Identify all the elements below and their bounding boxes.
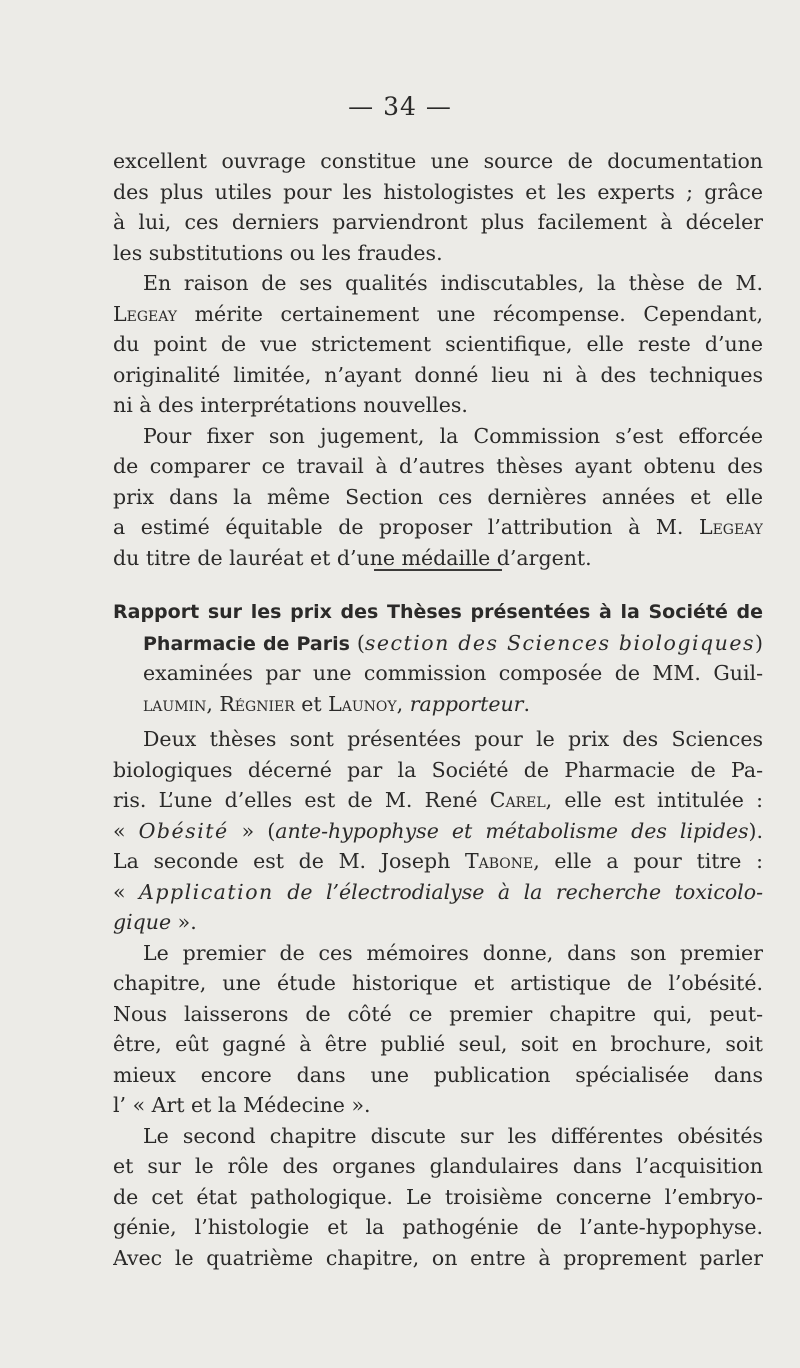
paragraph-2 (113, 268, 763, 421)
text-line (113, 907, 763, 938)
author-name: Legeay (698, 515, 763, 539)
text-fragment: mérite certainement une récompense. Cependant, (177, 301, 763, 326)
text-fragment: , (396, 691, 410, 716)
text-line: ni à des interprétations nouvelles. (113, 393, 468, 417)
author-name: Carel (489, 788, 546, 812)
text-fragment: ) (755, 630, 763, 655)
text-line: Avec le quatrième chapitre, on entre à proprement parler (113, 1245, 763, 1270)
section-divider (374, 569, 502, 571)
text-fragment: » ( (228, 818, 276, 843)
text-line: du point de vue strictement scientifique, elle reste d’une (113, 332, 763, 356)
text-line: mieux encore dans une publication spécialisée dans (113, 1062, 763, 1087)
text-fragment: « (113, 879, 140, 904)
thesis-title-rest: de l’électrodialyse à la recherche toxicolo- (273, 879, 763, 904)
text-fragment: « (113, 818, 139, 843)
text-fragment: a estimé équitable de proposer l’attribution à M. (113, 515, 699, 539)
text-line (113, 846, 763, 877)
text-fragment: et (294, 691, 329, 716)
text-fragment: ris. L’une d’elles est de M. René (113, 788, 490, 812)
text-fragment: ( (349, 630, 365, 655)
text-line: Nous laisserons de côté ce premier chapitre qui, peut- (113, 1001, 763, 1026)
text-line: chapitre, une étude historique et artistique de l’obésité. (113, 971, 763, 995)
text-line: originalité limitée, n’ayant donné lieu ni à des techniques (113, 362, 763, 387)
text-line: de cet état pathologique. Le troisième concerne l’embryo- (113, 1184, 763, 1209)
text-line: Deux thèses sont présentées pour le prix des Sciences (143, 727, 763, 751)
section-name: section des Sciences biologiques (364, 630, 756, 655)
heading-line: examinées par une commission composée de MM. Guil- (143, 661, 763, 685)
text-line: génie, l’histologie et la pathogénie de l’ante-hypophyse. (113, 1215, 763, 1239)
text-line: du titre de lauréat et d’une médaille d’argent. (113, 545, 592, 570)
text-line: Pour fixer son jugement, la Commission s’est efforcée (143, 423, 763, 448)
report-body (113, 724, 763, 1273)
thesis-title-end: gique (113, 910, 172, 934)
paragraph-4 (113, 724, 763, 938)
author-name: Tabone (464, 849, 534, 873)
text-fragment: ). (748, 818, 763, 843)
text-line: Le premier de ces mémoires donne, dans son premier (143, 940, 763, 965)
paragraph-3 (113, 421, 763, 574)
text-line: En raison de ses qualités indiscutables, la thèse de M. (143, 271, 763, 295)
text-line: prix dans la même Section ces dernières années et elle (113, 484, 763, 509)
rapporteur-label: rapporteur (409, 691, 524, 716)
text-line: excellent ouvrage constitue une source de documentation (113, 149, 763, 173)
text-line: les substitutions ou les fraudes. (113, 240, 443, 265)
report-heading (113, 597, 763, 719)
text-fragment: . (523, 691, 530, 716)
heading-line (113, 628, 763, 659)
text-line (113, 299, 763, 330)
text-line: et sur le rôle des organes glandulaires dans l’acquisition (113, 1154, 763, 1178)
author-name: Legeay (113, 301, 178, 326)
text-fragment: ». (171, 910, 197, 934)
text-line (113, 877, 763, 908)
text-line: être, eût gagné à être publié seul, soit en brochure, soit (113, 1032, 763, 1056)
paragraph-5 (113, 938, 763, 1121)
text-line (113, 512, 763, 543)
text-line: l’ « Art et la Médecine ». (113, 1093, 371, 1117)
thesis-title: Application (139, 879, 274, 904)
text-line: de comparer ce travail à d’autres thèses ayant obtenu des (113, 454, 763, 478)
text-line (113, 785, 763, 816)
heading-line (113, 689, 763, 720)
rapporteur-name: Launoy (328, 691, 397, 716)
commission-names: laumin, Régnier (143, 691, 295, 716)
text-fragment: , elle a pour titre : (533, 849, 763, 873)
paragraph-1 (113, 146, 763, 268)
text-fragment: , elle est intitulée : (545, 788, 763, 812)
text-line: des plus utiles pour les histologistes et les experts ; grâce (113, 179, 763, 204)
thesis-subtitle: ante-hypophyse et métabolisme des lipides (275, 818, 749, 843)
text-fragment: La seconde est de M. Joseph (113, 849, 465, 873)
text-line: à lui, ces derniers parviendront plus facilement à déceler (113, 210, 763, 234)
thesis-title: Obésité (138, 818, 229, 843)
heading-line: Rapport sur les prix des Thèses présentées à la Société de (113, 601, 763, 623)
intro-section (113, 146, 763, 573)
text-line: biologiques décerné par la Société de Pharmacie de Pa- (113, 757, 763, 782)
heading-bold-text: Pharmacie de Paris (143, 632, 350, 655)
paragraph-6 (113, 1121, 763, 1274)
text-line (113, 816, 763, 847)
page-number: — 34 — (348, 92, 452, 121)
text-line: Le second chapitre discute sur les différentes obésités (143, 1123, 763, 1148)
